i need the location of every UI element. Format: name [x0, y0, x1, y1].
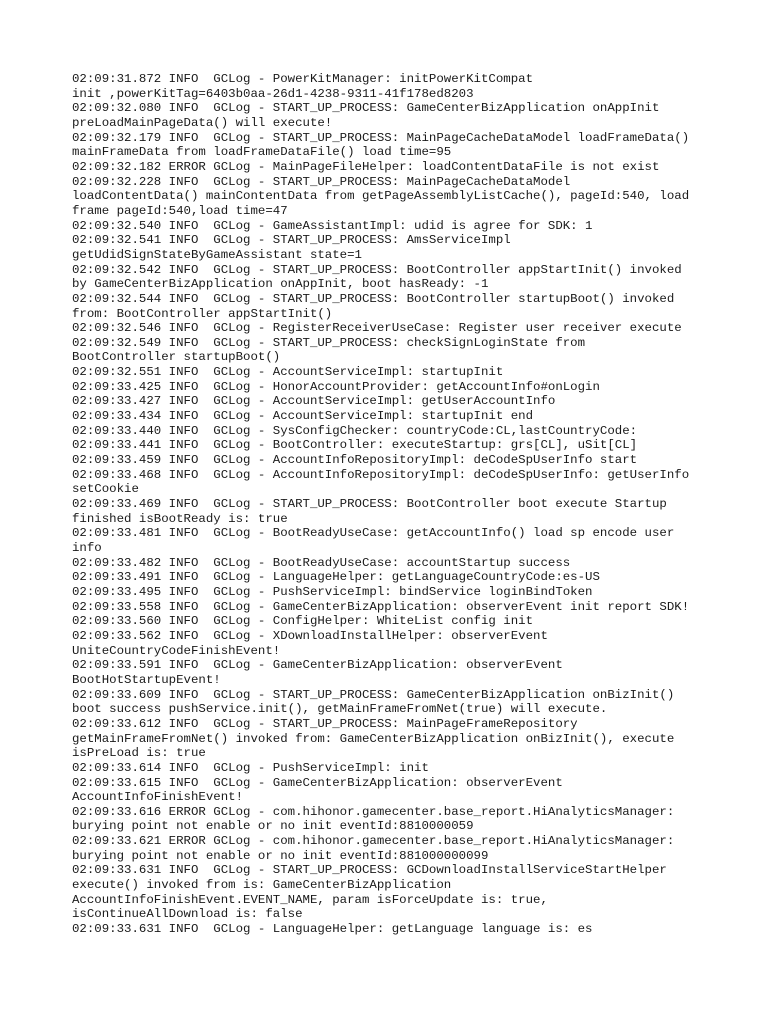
- log-entry: 02:09:33.621 ERROR GCLog - com.hihonor.gamecenter.base_report.HiAnalyticsManager: burying point not enable or no init eventId:881000000099: [72, 834, 675, 863]
- log-entry: 02:09:33.468 INFO GCLog - AccountInfoRepositoryImpl: deCodeSpUserInfo: getUserInfo setCookie: [72, 467, 690, 497]
- log-entry: 02:09:33.615 INFO GCLog - GameCenterBizApplication: observerEvent AccountInfoFinishEvent!: [72, 775, 563, 805]
- log-entry: 02:09:33.469 INFO GCLog - START_UP_PROCESS: BootController boot execute Startup finished isBootReady is: true: [72, 497, 667, 526]
- log-entry: 02:09:33.631 INFO GCLog - LanguageHelper: getLanguage language is: es: [72, 922, 593, 937]
- log-entry: 02:09:31.872 INFO GCLog - PowerKitManager: initPowerKitCompat init ,powerKitTag=6403b0aa-26d1-4238-9311-41f178ed8203: [72, 72, 534, 101]
- log-entry: 02:09:33.482 INFO GCLog - BootReadyUseCase: accountStartup success: [72, 555, 571, 570]
- log-entry: 02:09:32.542 INFO GCLog - START_UP_PROCESS: BootController appStartInit() invoked by GameCenterBizApplication onAppInit, boot hasReady: -1: [72, 262, 682, 292]
- log-entry: 02:09:32.549 INFO GCLog - START_UP_PROCESS: checkSignLoginState from BootController startupBoot(): [72, 335, 586, 365]
- log-entry: 02:09:33.612 INFO GCLog - START_UP_PROCESS: MainPageFrameRepository getMainFrameFromNet() invoked from: GameCenterBizApplication onBizInit(), execute isPreLoad is: true: [72, 716, 675, 761]
- log-entry: 02:09:33.491 INFO GCLog - LanguageHelper: getLanguageCountryCode:es-US: [72, 570, 600, 585]
- log-entry: 02:09:33.562 INFO GCLog - XDownloadInstallHelper: observerEvent UniteCountryCodeFinishEvent!: [72, 628, 548, 658]
- log-entry: 02:09:32.546 INFO GCLog - RegisterReceiverUseCase: Register user receiver execute: [72, 321, 682, 336]
- log-entry: 02:09:33.459 INFO GCLog - AccountInfoRepositoryImpl: deCodeSpUserInfo start: [72, 453, 638, 468]
- log-entry: 02:09:33.631 INFO GCLog - START_UP_PROCESS: GCDownloadInstallServiceStartHelper execute() invoked from is: GameCenterBizApplication AccountInfoFinishEvent.EVENT_NAME, param isForceUpdate is: true, isContinueAllDownload is: false: [72, 863, 667, 922]
- log-entry: 02:09:32.228 INFO GCLog - START_UP_PROCESS: MainPageCacheDataModel loadContentData() mainContentData from getPageAssemblyListCache(), pageId:540, load frame pageId:540,load time=47: [72, 174, 690, 218]
- log-entry: 02:09:33.425 INFO GCLog - HonorAccountProvider: getAccountInfo#onLogin: [72, 379, 600, 394]
- log-entry: 02:09:33.427 INFO GCLog - AccountServiceImpl: getUserAccountInfo: [72, 394, 556, 409]
- log-output: [72, 72, 712, 937]
- log-entry: 02:09:32.080 INFO GCLog - START_UP_PROCESS: GameCenterBizApplication onAppInit preLoadMainPageData() will execute!: [72, 101, 660, 130]
- log-entry: 02:09:32.179 INFO GCLog - START_UP_PROCESS: MainPageCacheDataModel loadFrameData() mainFrameData from loadFrameDataFile() load time=95: [72, 130, 690, 160]
- log-entry: 02:09:33.616 ERROR GCLog - com.hihonor.gamecenter.base_report.HiAnalyticsManager: burying point not enable or no init eventId:8810000059: [72, 804, 675, 834]
- log-entry: 02:09:33.614 INFO GCLog - PushServiceImpl: init: [72, 760, 429, 775]
- log-entry: 02:09:33.609 INFO GCLog - START_UP_PROCESS: GameCenterBizApplication onBizInit() boot success pushService.init(), getMainFrameFromNet(true) will execute.: [72, 687, 675, 717]
- log-entry: 02:09:33.434 INFO GCLog - AccountServiceImpl: startupInit end: [72, 409, 534, 424]
- log-entry: 02:09:33.591 INFO GCLog - GameCenterBizApplication: observerEvent BootHotStartupEvent!: [72, 658, 563, 687]
- log-entry: 02:09:32.544 INFO GCLog - START_UP_PROCESS: BootController startupBoot() invoked from: BootController appStartInit(): [72, 291, 675, 321]
- log-entry: 02:09:33.441 INFO GCLog - BootController: executeStartup: grs[CL], uSit[CL]: [72, 438, 638, 453]
- log-entry: 02:09:32.182 ERROR GCLog - MainPageFileHelper: loadContentDataFile is not exist: [72, 159, 660, 174]
- log-entry: 02:09:33.560 INFO GCLog - ConfigHelper: WhiteList config init: [72, 614, 534, 629]
- log-entry: 02:09:32.540 INFO GCLog - GameAssistantImpl: udid is agree for SDK: 1: [72, 218, 593, 233]
- log-entry: 02:09:33.495 INFO GCLog - PushServiceImpl: bindService loginBindToken: [72, 584, 593, 599]
- log-entry: 02:09:33.558 INFO GCLog - GameCenterBizApplication: observerEvent init report SDK!: [72, 599, 690, 614]
- log-entry: 02:09:32.541 INFO GCLog - START_UP_PROCESS: AmsServiceImpl getUdidSignStateByGameAssistant state=1: [72, 233, 511, 262]
- log-entry: 02:09:33.481 INFO GCLog - BootReadyUseCase: getAccountInfo() load sp encode user info: [72, 526, 675, 555]
- log-entry: 02:09:33.440 INFO GCLog - SysConfigChecker: countryCode:CL,lastCountryCode:: [72, 423, 638, 438]
- log-entry: 02:09:32.551 INFO GCLog - AccountServiceImpl: startupInit: [72, 365, 504, 380]
